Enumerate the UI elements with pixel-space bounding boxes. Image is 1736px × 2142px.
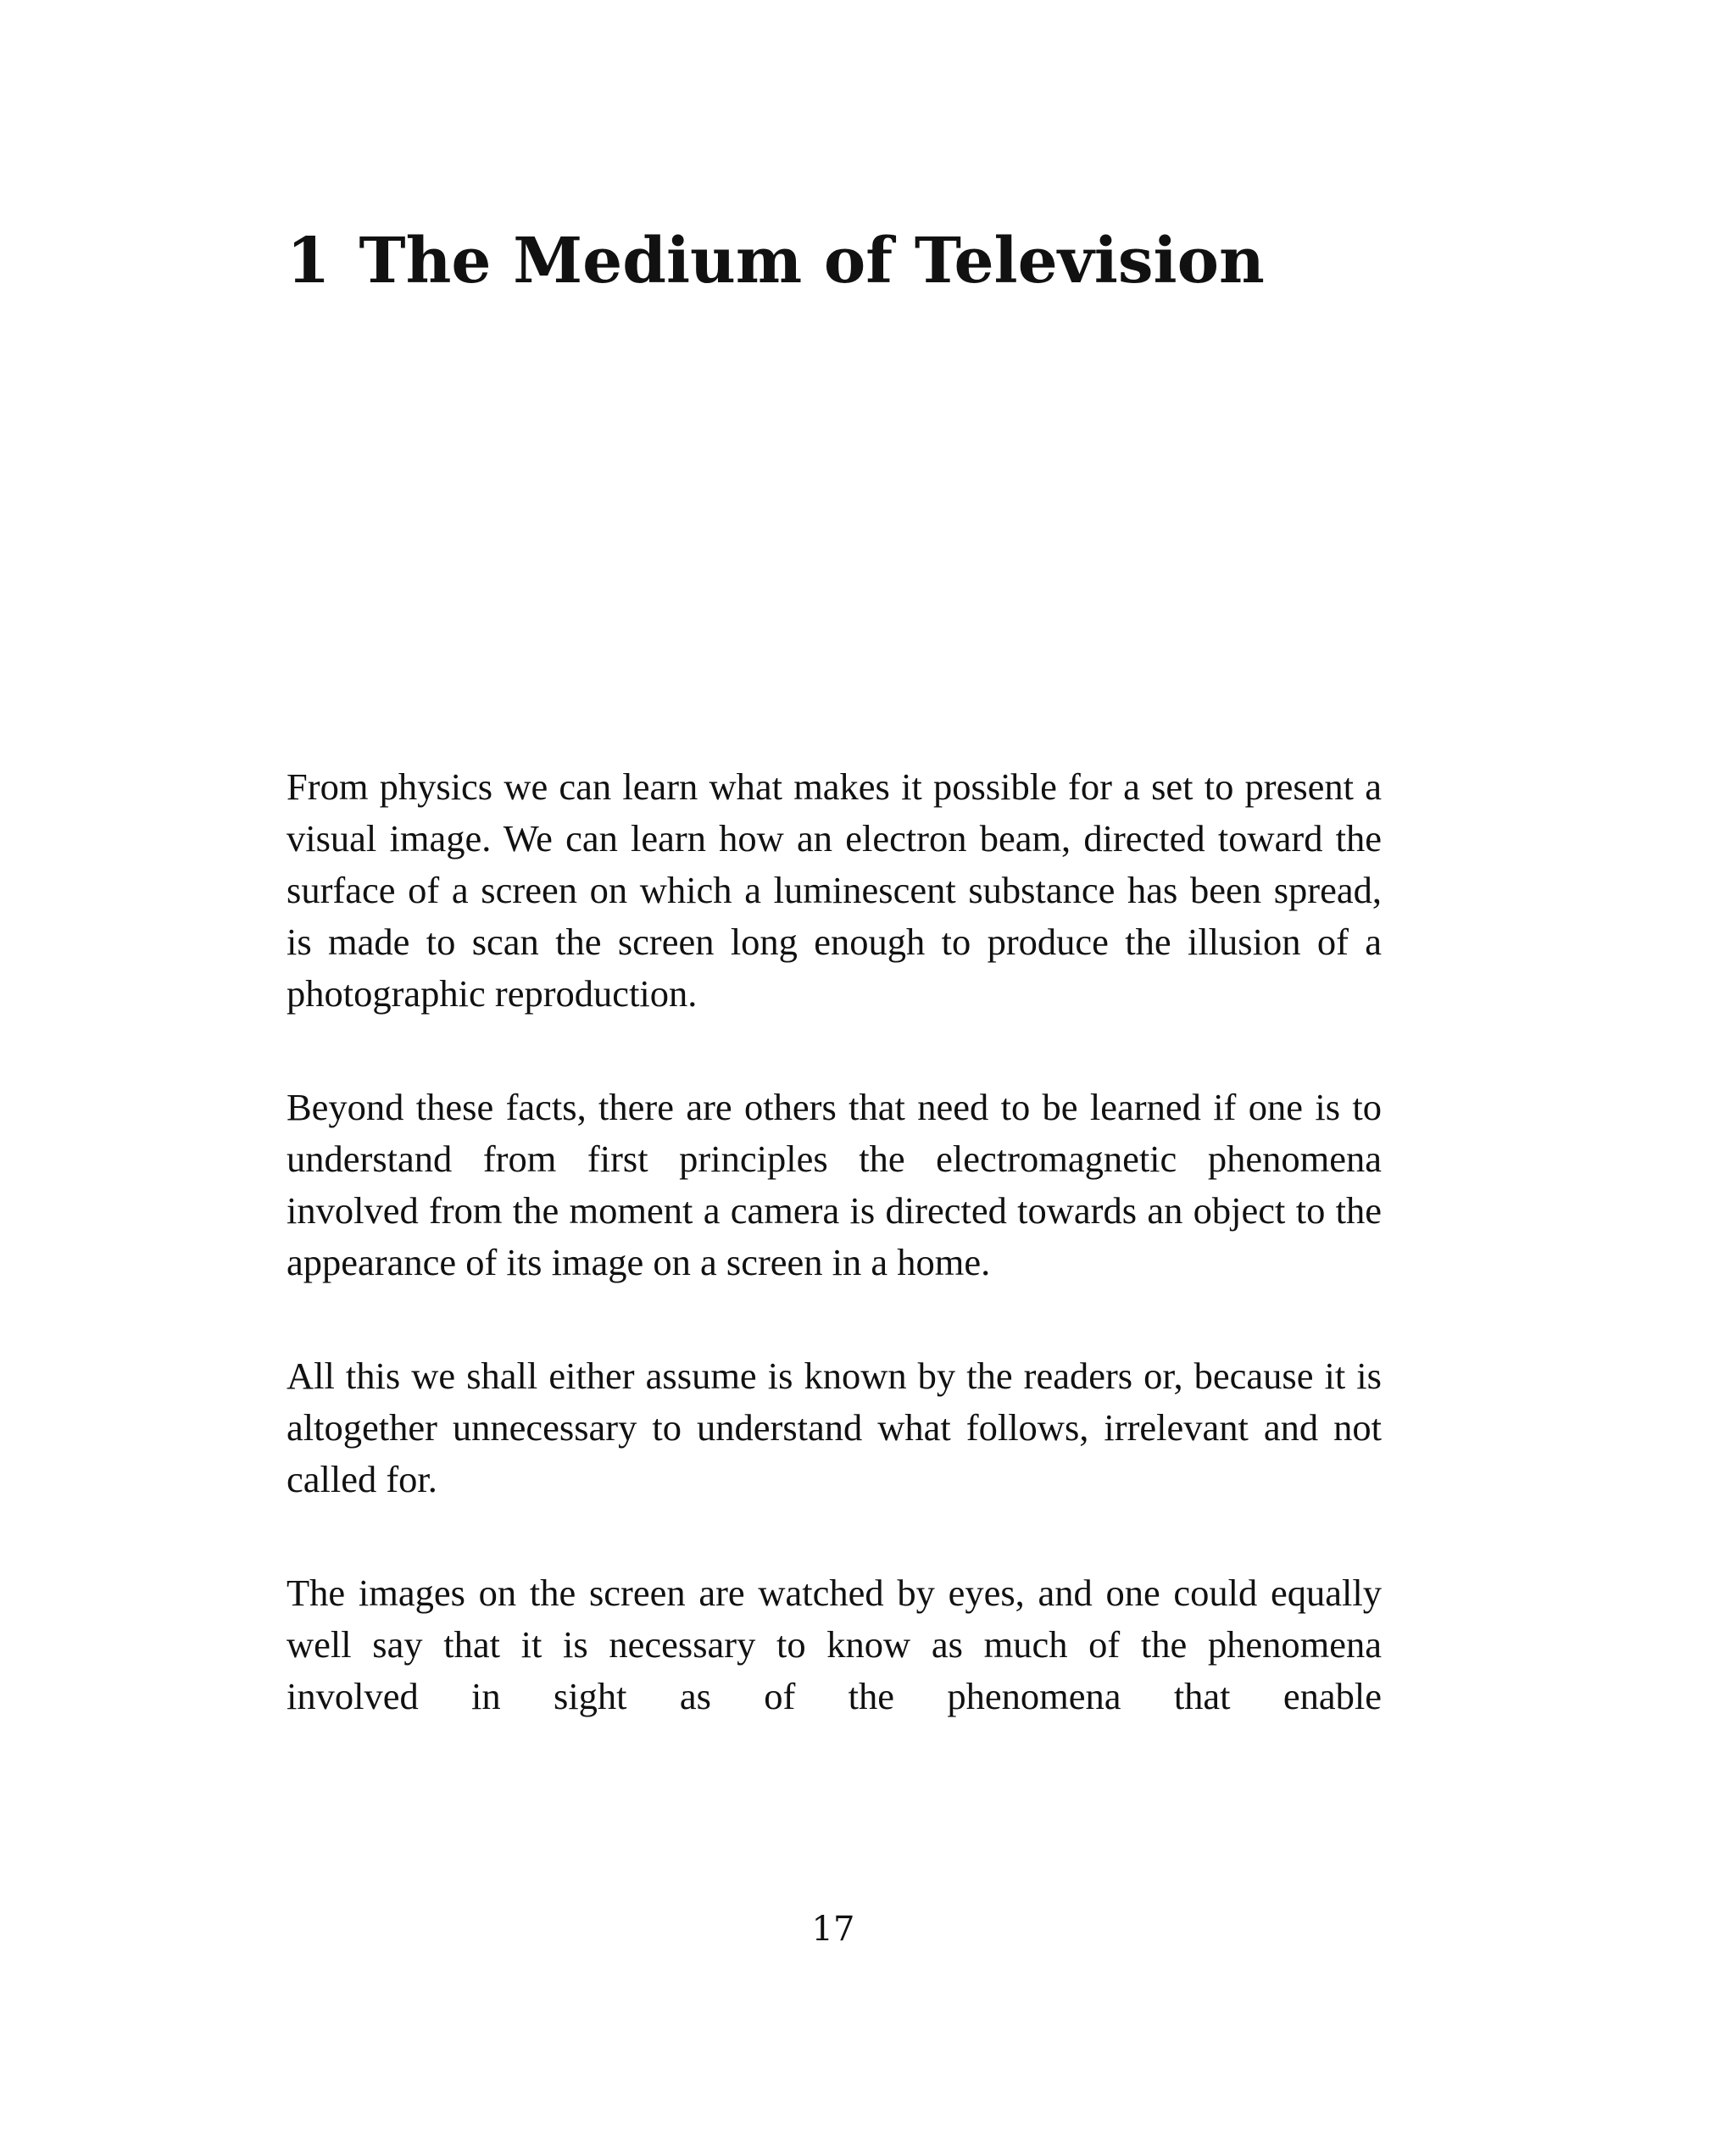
paragraph-2: Beyond these facts, there are others that need to be learned if one is to understand from first principles the electromagnetic phenomena involved from the moment a camera is directed towards an object to the appearance of its image on a screen in a home. (287, 1086, 1382, 1283)
chapter-number: 1 (287, 225, 331, 298)
chapter-title-text: The Medium of Television (359, 225, 1265, 298)
body-text (287, 761, 1382, 1722)
paragraph-3: All this we shall either assume is known by the readers or, because it is altogether unnecessary to understand what follows, irrelevant and not called for. (287, 1355, 1382, 1500)
paragraph-1: From physics we can learn what makes it possible for a set to present a visual image. We can learn how an electron beam, directed toward the surface of a screen on which a luminescent substance has been spread, is made to scan the screen long enough to produce the illusion of a photographic reproduction. (287, 765, 1382, 1015)
chapter-title (287, 227, 1265, 296)
page-number: 17 (811, 1910, 855, 1949)
paragraph-4: The images on the screen are watched by eyes, and one could equally well say that it is necessary to know as much of the phenomena involved in sight as of the phenomena that enable (287, 1572, 1382, 1717)
